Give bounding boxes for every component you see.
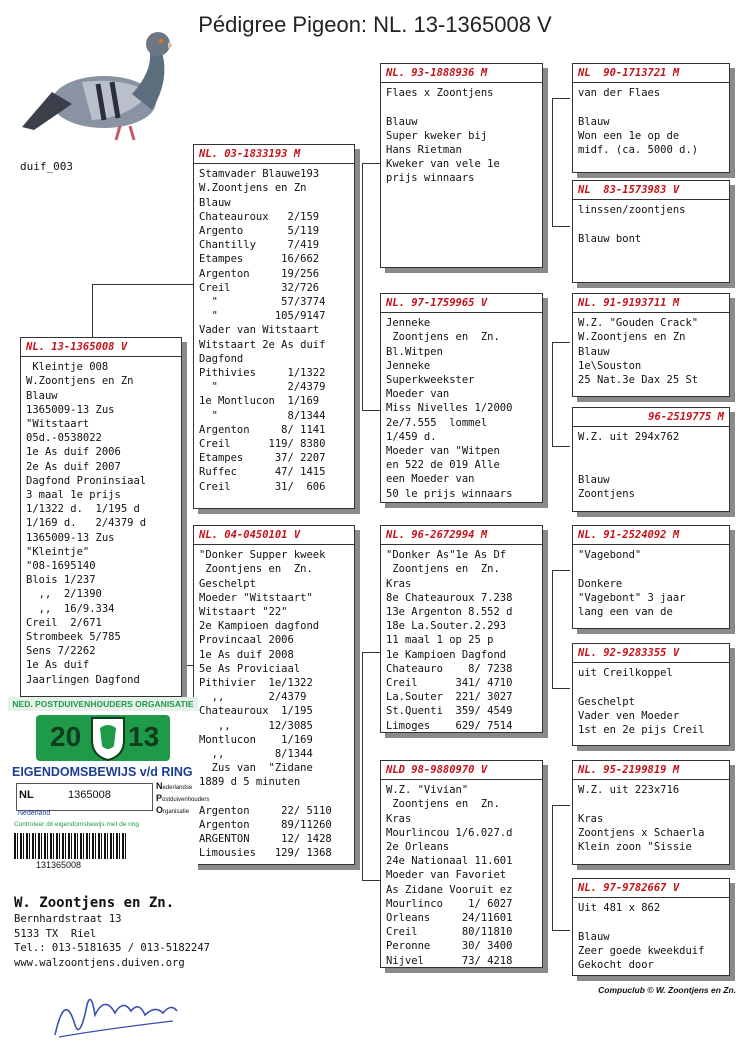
connector-line xyxy=(552,805,570,806)
connector-line xyxy=(362,652,363,880)
card-details: Kleintje 008 W.Zoontjens en Zn Blauw 1365009-13 Zus "Witstaart 05d.-0538022 1e As duif 2006 2e As duif 2007 Dagfond Proninsiaal 3 maal 1e prijs 1/1322 d. 1/195 d 1/169 d. 2/4379 d 1365009-13 Zus "Kleintje" "08-1695140 Blois 1/237 ,, 2/1390 ,, 16/9.334 Creil 2/671 Strombeek 5/785 Sens 7/2262 1e As duif Jaarlingen Dagfond xyxy=(26,361,147,686)
pedigree-card-sdd xyxy=(572,407,730,512)
connector-line xyxy=(362,880,380,881)
connector-line xyxy=(362,652,380,653)
year-left: 20 xyxy=(50,721,82,752)
ring-number: NL. 96-2672994 M xyxy=(381,526,542,545)
country-prefix: NL xyxy=(19,789,34,801)
ring-number: NL. 93-1888936 M xyxy=(381,64,542,83)
card-details: Uit 481 x 862 Blauw Zeer goede kweekduif Gekocht door xyxy=(578,902,705,972)
certificate-ring-number: 1365008 xyxy=(68,789,111,801)
ring-number: 96-2519775 M xyxy=(573,408,729,427)
connector-line xyxy=(552,570,553,688)
photo-caption: duif_003 xyxy=(20,160,73,173)
pigeon-photo xyxy=(12,22,172,150)
card-details: "Vagebond" Donkere "Vagebont" 3 jaar lang een van de xyxy=(578,549,686,619)
pedigree-card-subject xyxy=(20,337,182,697)
pedigree-card-sire-dam xyxy=(380,293,543,503)
barcode xyxy=(14,833,126,859)
pedigree-card-dam-sire xyxy=(380,525,543,733)
pedigree-card-sds xyxy=(572,293,730,397)
connector-line xyxy=(362,163,363,410)
pedigree-card-ddd xyxy=(572,878,730,976)
ring-number: NL. 95-2199819 M xyxy=(573,761,729,780)
country-name: Nederland xyxy=(18,810,51,817)
connector-line xyxy=(552,226,570,227)
connector-line xyxy=(552,688,570,689)
card-details: Jenneke Zoontjens en Zn. Bl.Witpen Jenneke Superkweekster Moeder van Miss Nivelles 1/2000 2e/7.555 lommel 1/459 d. Moeder van "Witpen en 522 de 019 Alle een Moeder van 50 le prijs winnaars xyxy=(386,317,513,500)
barcode-number: 131365008 xyxy=(36,860,82,870)
ring-number: NL. 03-1833193 M xyxy=(194,145,354,164)
connector-line xyxy=(92,284,93,339)
ring-number: NL 83-1573983 V xyxy=(573,181,729,200)
ring-number: NL. 13-1365008 V xyxy=(21,338,181,357)
ring-number: NLD 98-9880970 V xyxy=(381,761,542,780)
connector-line xyxy=(552,930,570,931)
card-details: W.Z. uit 294x762 Blauw Zoontjens xyxy=(578,431,680,501)
pedigree-card-sire xyxy=(193,144,355,509)
connector-line xyxy=(362,410,380,411)
connector-line xyxy=(362,163,380,164)
ring-number: NL. 91-2524092 M xyxy=(573,526,729,545)
connector-line xyxy=(552,98,553,226)
pedigree-card-dsd xyxy=(572,643,730,746)
connector-line xyxy=(552,342,553,446)
ring-number: NL. 97-1759965 V xyxy=(381,294,542,313)
connector-line xyxy=(92,284,196,285)
card-details: uit Creilkoppel Geschelpt Vader ven Moeder 1st en 2e pijs Creil xyxy=(578,667,705,737)
connector-line xyxy=(552,805,553,930)
connector-line xyxy=(552,342,570,343)
ownership-certificate xyxy=(8,697,210,875)
brand-n: ederlandse xyxy=(162,785,193,791)
year-right: 13 xyxy=(128,721,160,752)
ring-number: NL. 97-9782667 V xyxy=(573,879,729,898)
card-details: linssen/zoontjens Blauw bont xyxy=(578,204,686,245)
card-details: van der Flaes Blauw Won een 1e op de midf. (ca. 5000 d.) xyxy=(578,87,699,157)
npo-brand: Nederlandse Postduivenhouders Organisatie xyxy=(156,781,210,815)
card-details: W.Z. "Gouden Crack" W.Zoontjens en Zn Blauw 1e\Souston 25 Nat.3e Dax 25 St xyxy=(578,317,699,387)
card-details: Stamvader Blauwe193 W.Zoontjens en Zn Blauw Chateauroux 2/159 Argento 5/119 Chantilly 7/419 Etampes 16/662 Argenton 19/256 Creil 32/726 " 57/3774 " 105/9147 Vader van Witstaart Witstaart 2e As duif Dagfond Pithivies 1/1322 " 2/4379 1e Montlucon 1/169 " 8/1344 Argenton 8/ 1141 Creil 119/ 8380 Etampes 37/ 2207 Ruffec 47/ 1415 Creil 31/ 606 xyxy=(199,168,326,493)
card-details: W.Z. uit 223x716 Kras Zoontjens x Schaerla Klein zoon "Sissie xyxy=(578,784,705,854)
lion-crest-icon xyxy=(88,714,128,762)
ring-number: NL. 91-9193711 M xyxy=(573,294,729,313)
pedigree-card-ssd xyxy=(572,180,730,283)
organisation-name: NED. POSTDUIVENHOUDERS ORGANISATIE xyxy=(8,697,198,711)
brand-o: rganisatie xyxy=(163,809,190,815)
ring-number: NL. 92-9283355 V xyxy=(573,644,729,663)
copyright-notice: Compuclub © W. Zoontjens en Zn. xyxy=(598,985,736,995)
card-details: "Donker Supper kweek Zoontjens en Zn. Geschelpt Moeder "Witstaart" Witstaart "22" 2e Kampioen dagfond Provincaal 2006 1e As duif 2008 5e As Proviciaal Pithivier 1e/1322 ,, 2/4379 Chateauroux 1/195 ,, 12/3085 Montlucon 1/169 ,, 8/1344 Zus van "Zidane 1889 d 5 minuten Argenton 22/ 5110 Argenton 89/11260 ARGENTON 12/ 1428 Limousies 129/ 1368 xyxy=(199,549,332,860)
connector-line xyxy=(552,446,570,447)
connector-line xyxy=(552,98,570,99)
certificate-heading: EIGENDOMSBEWIJS v/d RING xyxy=(12,765,193,779)
page-title: Pédigree Pigeon: NL. 13-1365008 V xyxy=(198,12,552,37)
breeder-name: W. Zoontjens en Zn. xyxy=(14,895,175,911)
brand-p: ostduivenhouders xyxy=(162,797,210,803)
breeder-address: Bernhardstraat 13 5133 TX Riel Tel.: 013-5181635 / 013-5182247 www.walzoontjens.duiven.org xyxy=(14,913,210,969)
card-details: "Donker As"1e As Df Zoontjens en Zn. Kras 8e Chateauroux 7.238 13e Argenton 8.552 d 18e La.Souter.2.293 11 maal 1 op 25 p 1e Kampioen Dagfond Chateauro 8/ 7238 Creil 341/ 4710 La.Souter 221/ 3027 St.Quenti 359/ 4549 Limoges 629/ 7514 xyxy=(386,549,513,732)
connector-line xyxy=(552,570,570,571)
pedigree-card-dds xyxy=(572,760,730,865)
pedigree-card-dam xyxy=(193,525,355,865)
pedigree-card-dam-dam xyxy=(380,760,543,968)
pedigree-card-sire-sire xyxy=(380,63,543,268)
card-details: Flaes x Zoontjens Blauw Super kweker bij Hans Rietman Kweker van vele 1e prijs winnaars xyxy=(386,87,500,185)
certificate-notice: Controleer dit eigendomsbewijs met de ring xyxy=(14,821,140,828)
ring-number: NL. 04-0450101 V xyxy=(194,526,354,545)
signature-image xyxy=(45,985,185,1045)
pedigree-card-dss xyxy=(572,525,730,629)
card-details: W.Z. "Vivian" Zoontjens en Zn. Kras Mourlincou 1/6.027.d 2e Orleans 24e Nationaal 11.601 Moeder van Favoriet As Zidane Vooruit ez Mourlinco 1/ 6027 Orleans 24/11601 Creil 80/11810 Peronne 30/ 3400 Nijvel 73/ 4218 xyxy=(386,784,513,967)
pedigree-card-sss xyxy=(572,63,730,173)
ring-number: NL 90-1713721 M xyxy=(573,64,729,83)
